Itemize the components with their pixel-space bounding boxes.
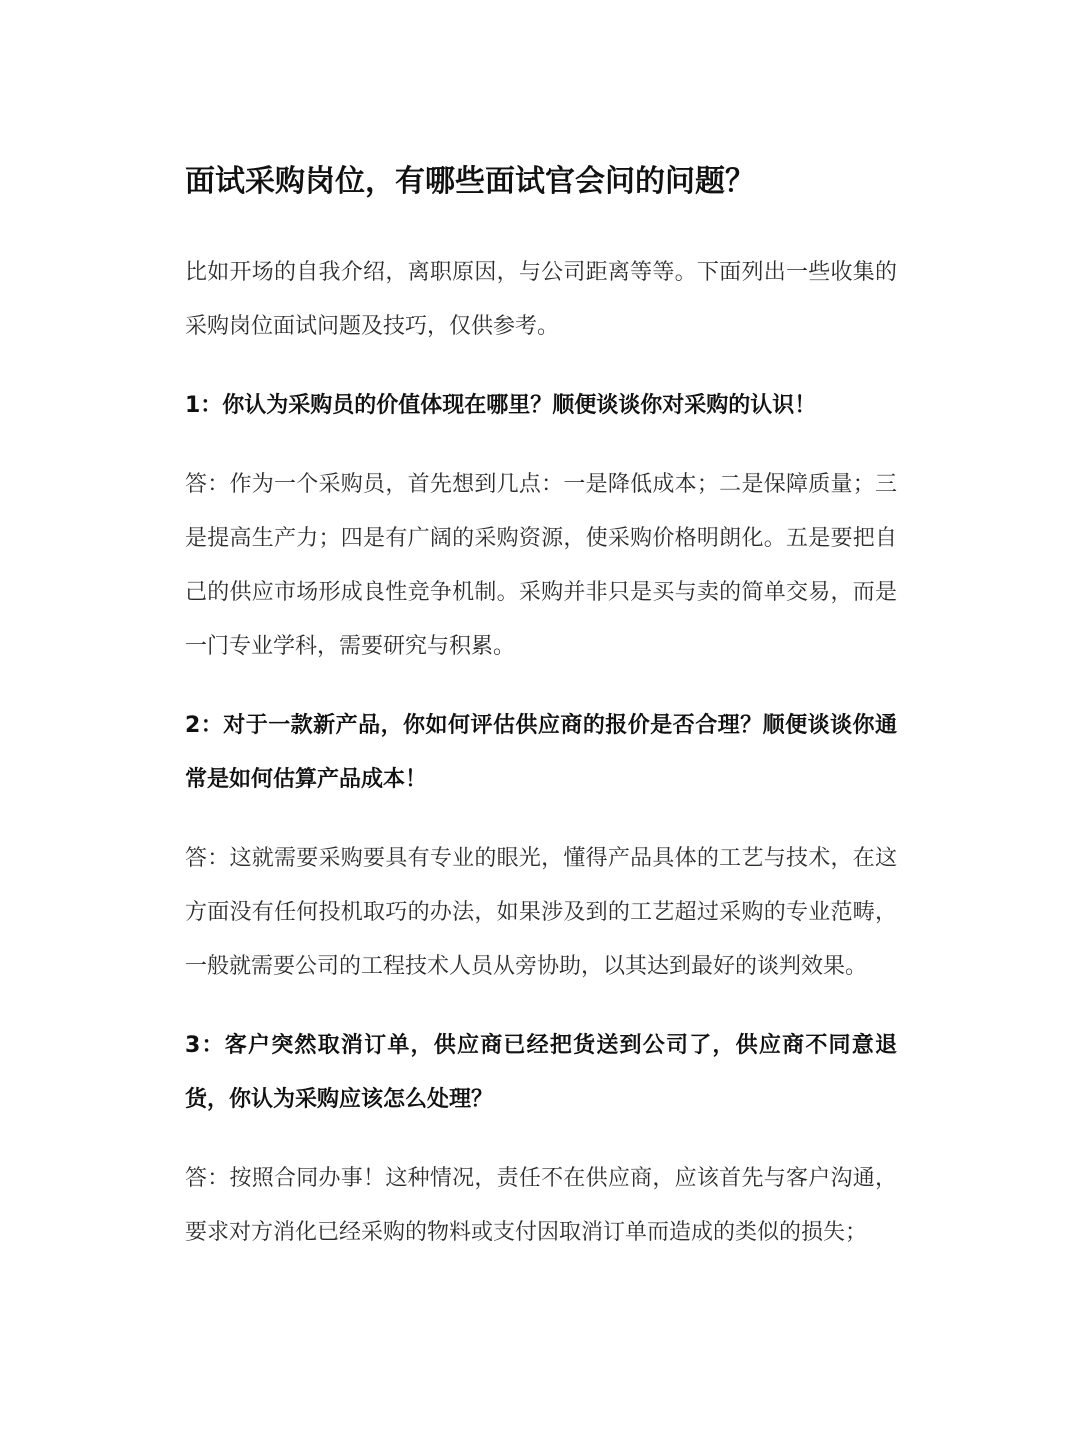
article bbox=[185, 158, 897, 1285]
answer-1: 答：作为一个采购员，首先想到几点：一是降低成本；二是保障质量；三是提高生产力；四是有广阔的采购资源，使采购价格明朗化。五是要把自己的供应市场形成良性竞争机制。采购并非只是买与卖的简单交易，而是一门专业学科，需要研究与积累。 bbox=[185, 472, 897, 659]
intro-paragraph: 比如开场的自我介绍，离职原因，与公司距离等等。下面列出一些收集的采购岗位面试问题及技巧，仅供参考。 bbox=[185, 260, 897, 339]
question-1: 1：你认为采购员的价值体现在哪里？顺便谈谈你对采购的认识！ bbox=[185, 393, 817, 418]
answer-3: 答：按照合同办事！这种情况，责任不在供应商，应该首先与客户沟通，要求对方消化已经采购的物料或支付因取消订单而造成的类似的损失； bbox=[185, 1166, 897, 1245]
answer-2: 答：这就需要采购要具有专业的眼光，懂得产品具体的工艺与技术，在这方面没有任何投机取巧的办法，如果涉及到的工艺超过采购的专业范畴，一般就需要公司的工程技术人员从旁协助，以其达到最好的谈判效果。 bbox=[185, 846, 897, 979]
question-2: 2：对于一款新产品，你如何评估供应商的报价是否合理？顺便谈谈你通常是如何估算产品成本！ bbox=[185, 713, 897, 792]
article-title: 面试采购岗位，有哪些面试官会问的问题？ bbox=[185, 164, 755, 199]
question-3: 3：客户突然取消订单，供应商已经把货送到公司了，供应商不同意退货，你认为采购应该怎么处理？ bbox=[185, 1033, 897, 1112]
